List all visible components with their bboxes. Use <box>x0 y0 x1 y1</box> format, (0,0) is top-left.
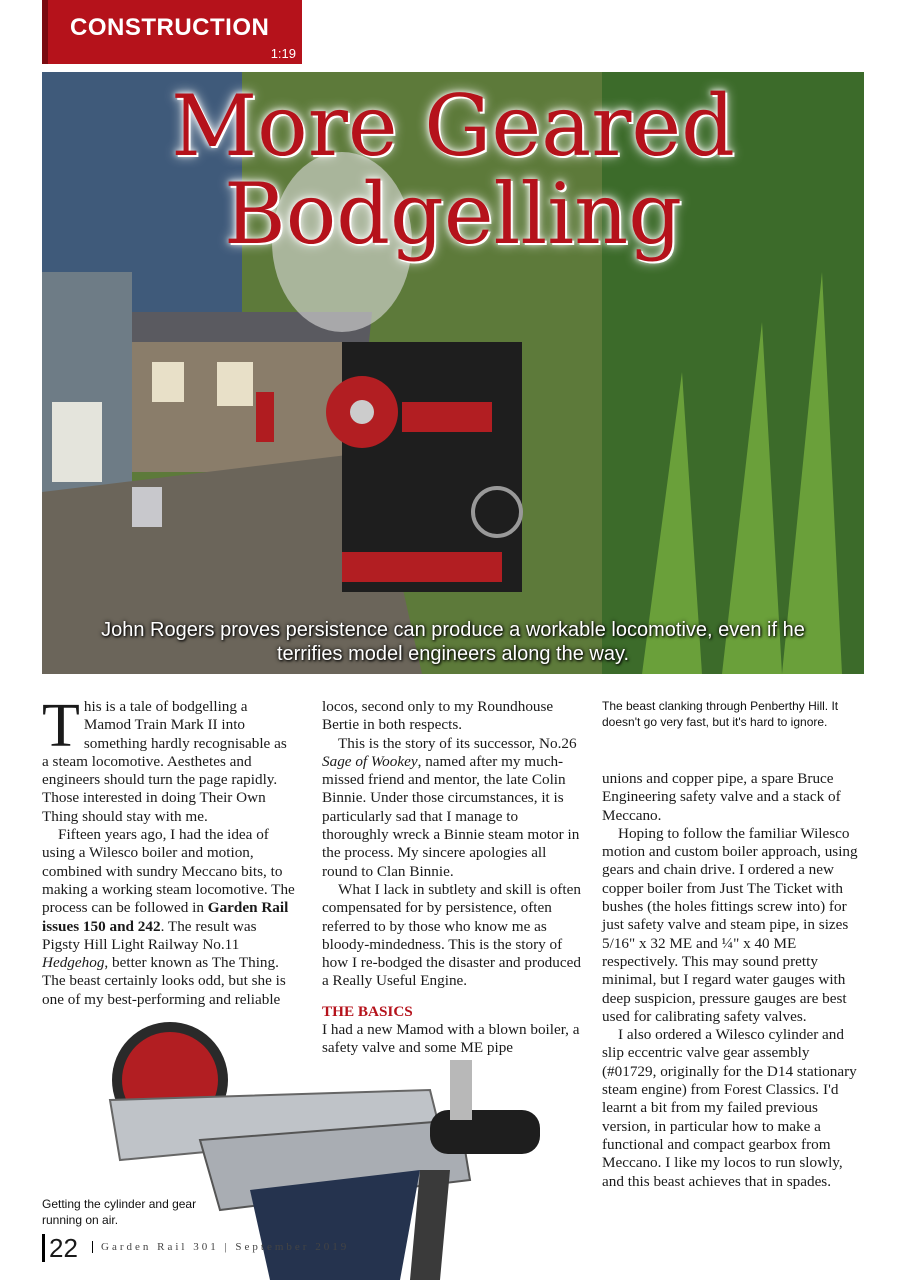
section-tab <box>42 0 302 64</box>
paragraph: Hoping to follow the familiar Wilesco motion and custom boiler approach, using gears and chain drive. I ordered a new copper boiler from Just The Ticket with bushes (the holes fittings screw into) for just safety valve and steam pipe, in sizes 5/16" x 32 ME and ¼" x 40 ME respectively. This may sound pretty minimal, but I regard water gauges with deep suspicion, pressure gauges are best used for calibrating safety valves. <box>602 824 858 1025</box>
article-title-line1: More Geared <box>171 77 735 175</box>
paragraph: locos, second only to my Roundhouse Bertie in both respects. <box>322 698 554 734</box>
paragraph: I also ordered a Wilesco cylinder and slip eccentric valve gear assembly (#01729, originally for the D14 stationary steam engine) from Forest Classics. I'd learnt a bit from my failed previous version, in particular how to make a functional and compact gearbox from Meccano. I like my locos to run slowly, and this beast achieves that in spades. <box>602 1026 857 1190</box>
page-footer <box>42 1234 382 1264</box>
body-column-3 <box>602 770 864 1191</box>
paragraph <box>322 735 584 881</box>
photo-caption: The beast clanking through Penberthy Hill. It doesn't go very fast, but it's hard to ignore. <box>602 699 839 729</box>
body-column-2 <box>322 698 584 1058</box>
paragraph-text: This is the story of its successor, No.26 <box>338 734 577 752</box>
paragraph: I had a new Mamod with a blown boiler, a safety valve and some ME pipe <box>322 1021 580 1057</box>
body-column-1 <box>42 692 297 1009</box>
publication-line: Garden Rail 301 | September 2019 <box>92 1241 349 1253</box>
section-tab-bar <box>42 0 48 64</box>
section-label: CONSTRUCTION <box>70 14 270 41</box>
photo-caption: Getting the cylinder and gear running on air. <box>42 1197 197 1227</box>
paragraph-text: , named after my much-missed friend and mentor, the late Colin Binnie. Under those circumstances, it is particularly sad that I manage to thoroughly wreck a Binnie steam motor in the process. My sincere apologies all round to Clan Binnie. <box>322 752 580 880</box>
loco-name: Sage of Wookey <box>322 752 418 770</box>
drop-cap: T <box>42 692 80 760</box>
paragraph <box>42 692 297 826</box>
paragraph-text: his is a tale of bodgelling a Mamod Train Mark II into something hardly recognisable as a steam locomotive. Aesthetes and engineers should turn the page rapidly. Those interested in doing Their Own Thing should stay with me. <box>42 698 287 825</box>
paragraph-text: , better known as The Thing. The beast certainly looks odd, but she is one of my best-performing and reliable <box>42 954 286 1008</box>
page-number: 22 <box>42 1234 78 1262</box>
paragraph-text: . The result was Pigsty Hill Light Railway No.11 <box>42 917 257 953</box>
paragraph: What I lack in subtlety and skill is often compensated for by persistence, often referred to by those who know me as bloody-mindedness. This is the story of how I re-bodged the disaster and produced a Really Useful Engine. <box>322 880 581 990</box>
hero-photo <box>42 72 864 674</box>
standfirst: John Rogers proves persistence can produce a workable locomotive, even if he terrifies model engineers along the way. <box>101 619 805 665</box>
issue-reference: Garden Rail issues 150 and 242 <box>42 899 289 935</box>
scale-label: 1:19 <box>270 46 296 61</box>
paragraph: unions and copper pipe, a spare Bruce Engineering safety valve and a stack of Meccano. <box>602 770 841 824</box>
subheading: THE BASICS <box>322 1002 413 1020</box>
paragraph-text: Fifteen years ago, I had the idea of using a Wilesco boiler and motion, combined with sundry Meccano bits, to making a working steam locomotive. The process can be followed in <box>42 826 295 917</box>
paragraph <box>42 826 297 1009</box>
article-title-line2: Bodgelling <box>223 165 683 263</box>
loco-name: Hedgehog <box>42 954 105 972</box>
